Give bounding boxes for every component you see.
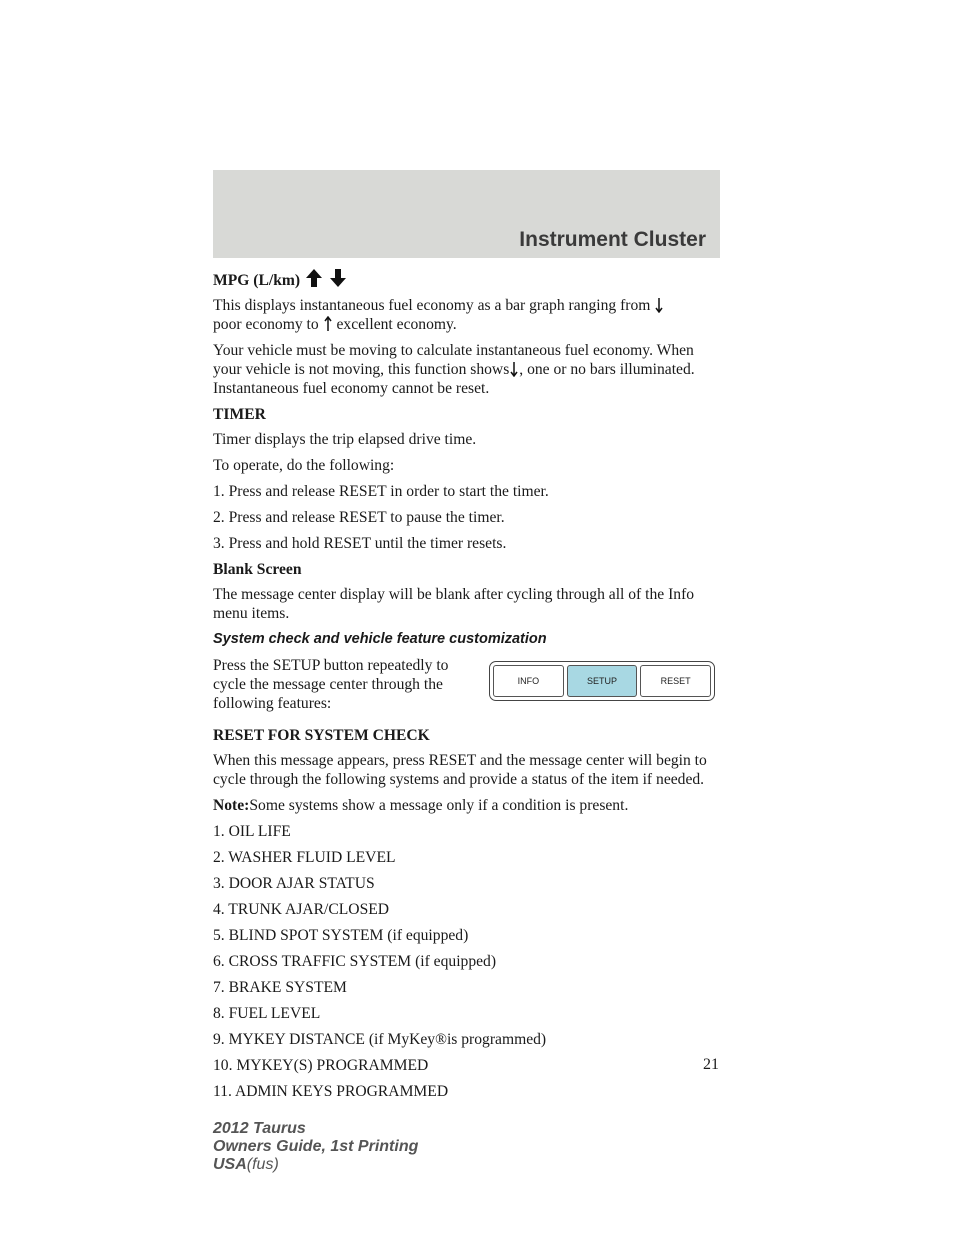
list-item: 5. BLIND SPOT SYSTEM (if equipped)	[213, 927, 469, 944]
mpg-paragraph-1: This displays instantaneous fuel economy as a bar graph ranging from poor economy to excellent economy.	[213, 296, 723, 334]
timer-heading: TIMER	[213, 406, 266, 423]
setup-row	[213, 656, 723, 720]
arrow-down-icon	[328, 268, 348, 288]
page-content	[213, 268, 723, 1108]
blank-screen-heading: Blank Screen	[213, 561, 302, 578]
small-arrow-down-icon	[654, 297, 664, 313]
timer-paragraph-1: Timer displays the trip elapsed drive time.	[213, 431, 477, 448]
note-label: Note:	[213, 797, 250, 814]
timer-step: 2. Press and release RESET to pause the timer.	[213, 509, 505, 526]
list-item: 1. OIL LIFE	[213, 823, 291, 840]
list-item: 2. WASHER FLUID LEVEL	[213, 849, 396, 866]
small-arrow-down-icon	[509, 361, 519, 377]
list-item: 7. BRAKE SYSTEM	[213, 979, 347, 996]
system-check-heading: System check and vehicle feature customization	[213, 631, 547, 647]
setup-paragraph: Press the SETUP button repeatedly to cycle the message center through the following features:	[213, 657, 449, 712]
timer-paragraph-2: To operate, do the following:	[213, 457, 395, 474]
reset-check-heading: RESET FOR SYSTEM CHECK	[213, 727, 430, 744]
arrow-up-icon	[304, 268, 324, 288]
setup-button[interactable]: SETUP	[567, 665, 638, 697]
list-item: 6. CROSS TRAFFIC SYSTEM (if equipped)	[213, 953, 497, 970]
note-text: Some systems show a message only if a condition is present.	[249, 797, 629, 814]
mpg-heading: MPG (L/km)	[213, 268, 723, 290]
list-item: 4. TRUNK AJAR/CLOSED	[213, 901, 390, 918]
blank-screen-paragraph: The message center display will be blank after cycling through all of the Info menu items.	[213, 586, 695, 622]
small-arrow-up-icon	[323, 316, 333, 332]
footer-line-2: Owners Guide, 1st Printing	[213, 1138, 419, 1155]
reset-check-paragraph: When this message appears, press RESET and the message center will begin to cycle through the following systems and provide a status of the item if needed.	[213, 752, 707, 788]
footer-line-1: 2012 Taurus	[213, 1120, 306, 1137]
list-item: 3. DOOR AJAR STATUS	[213, 875, 375, 892]
reset-button[interactable]: RESET	[640, 665, 711, 697]
footer-line-3: USA(fus)	[213, 1156, 279, 1173]
section-title: Instrument Cluster	[519, 228, 706, 251]
info-button[interactable]: INFO	[493, 665, 564, 697]
timer-step: 3. Press and hold RESET until the timer resets.	[213, 535, 507, 552]
list-item: 9. MYKEY DISTANCE (if MyKey®is programmed)	[213, 1031, 547, 1048]
timer-step: 1. Press and release RESET in order to start the timer.	[213, 483, 549, 500]
list-item: 10. MYKEY(S) PROGRAMMED	[213, 1057, 429, 1074]
header-band	[213, 170, 720, 258]
footer	[213, 1120, 418, 1174]
page-number: 21	[703, 1056, 719, 1073]
list-item: 8. FUEL LEVEL	[213, 1005, 321, 1022]
list-item: 11. ADMIN KEYS PROGRAMMED	[213, 1083, 449, 1100]
mpg-paragraph-2: Your vehicle must be moving to calculate instantaneous fuel economy. When your vehicle is not moving, this function shows , one or no bars illuminated. Instantaneous fuel economy cannot be reset.	[213, 342, 695, 397]
note-paragraph	[213, 796, 723, 815]
message-center-button-panel	[489, 661, 715, 701]
